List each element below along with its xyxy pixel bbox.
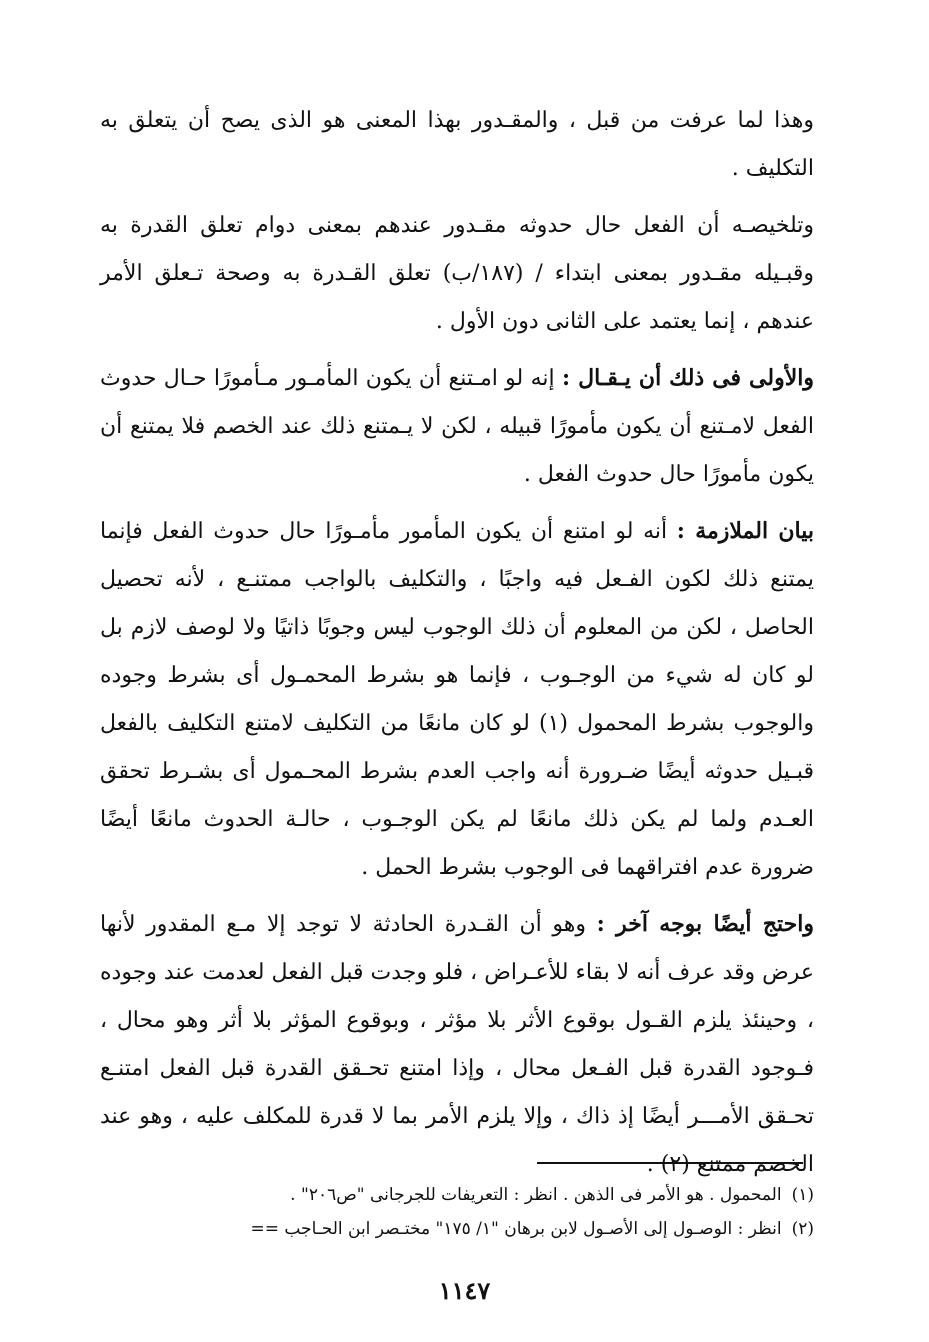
paragraph-3 [100, 354, 814, 499]
paragraph-3-text: إنه لو امـتنع أن يكون المأمـور مـأمورًا حـال حدوث الفعل لامـتنع أن يكون مأمورًا قبيله ، لكن لا يـمتنع ذلك عند الخصم فلا يمتنع أن يكون مأمورًا حال حدوث الفعل . [100, 366, 814, 487]
paragraph-4 [100, 507, 814, 892]
paragraph-3-lead: والأولى فى ذلك أن يـقـال : [561, 365, 815, 391]
footnote-2-text: انظر : الوصـول إلى الأصـول لابن برهان "١/ ١٧٥" مختـصر ابن الحـاجب == [250, 1219, 782, 1239]
footnote-2 [100, 1212, 814, 1246]
paragraph-4-lead: بيان الملازمة : [676, 518, 814, 544]
footnote-separator [537, 1162, 803, 1164]
paragraph-1 [100, 96, 814, 193]
paragraph-5-text: وهو أن القـدرة الحادثة لا توجد إلا مـع المقدور لأنها عرض وقد عرف أنه لا بقاء للأعـراض ، فلو وجدت قبل الفعل لعدمت عند وجوده ، وحينئذ يلزم القـول بوقوع الأثر بلا مؤثر ، وبوقوع المؤثر بلا أثر وهو محال ، فـوجود القدرة قبل الفـعل محال ، وإذا امتنع تحـقق القدرة قبل الفعل امتنـع تحـقق الأمـــر أيضًا إذ ذاك ، وإلا يلزم الأمر بما لا قدرة للمكلف عليه ، وهو عند الخصم ممتنع (٢) . [100, 912, 814, 1177]
page-number: ١١٤٧ [438, 1276, 491, 1305]
paragraph-2 [100, 201, 814, 346]
paragraph-2-text: وتلخيصـه أن الفعل حال حدوثه مقـدور عندهم بمعنى دوام تعلق القدرة به وقبـيله مقـدور بمعنى ابتداء / (١٨٧/ب) تعلق القـدرة به وصحة تـعلق الأمر عندهم ، إنما يعتمد على الثانى دون الأول . [100, 213, 815, 334]
paragraph-5 [100, 900, 814, 1189]
footnote-1 [100, 1178, 814, 1212]
paragraph-4-text: أنه لو امتنع أن يكون المأمور مأمـورًا حال حدوث الفعل فإنما يمتنع ذلك لكون الفـعل فيه واجبًا ، والتكليف بالواجب ممتنـع ، لأنه تحصيل الحاصل ، لكن من المعلوم أن ذلك الوجوب ليس وجوبًا ذاتيًا ولا لوصف لازم بل لو كان له شيء من الوجـوب ، فإنما هو بشرط المحمـول أى بشرط وجوده والوجوب بشرط المحمول (١) لو كان مانعًا من التكليف لامتنع التكليف بالفعل قبـيل حدوثه أيضًا ضـرورة أنه واجب العدم بشرط المحـمول أى بشـرط تحقق العـدم ولما لم يكن ذلك مانعًا لم يكن الوجـوب ، حالـة الحدوث مانعًا أيضًا ضرورة عدم افتراقهما فى الوجوب بشرط الحمل . [100, 519, 814, 880]
paragraph-5-lead: واحتج أيضًا بوجه آخر : [596, 911, 814, 937]
paragraph-1-text: وهذا لما عرفت من قبل ، والمقـدور بهذا المعنى هو الذى يصح أن يتعلق به التكليف . [100, 108, 814, 181]
main-text [100, 96, 814, 1197]
footnote-1-text: المحمول . هو الأمر فى الذهن . انظر : التعريفات للجرجانى "ص٢٠٦" . [290, 1185, 782, 1205]
footnote-2-number: (٢) [791, 1219, 814, 1239]
footnotes [100, 1178, 814, 1246]
footnote-1-number: (١) [791, 1185, 814, 1205]
